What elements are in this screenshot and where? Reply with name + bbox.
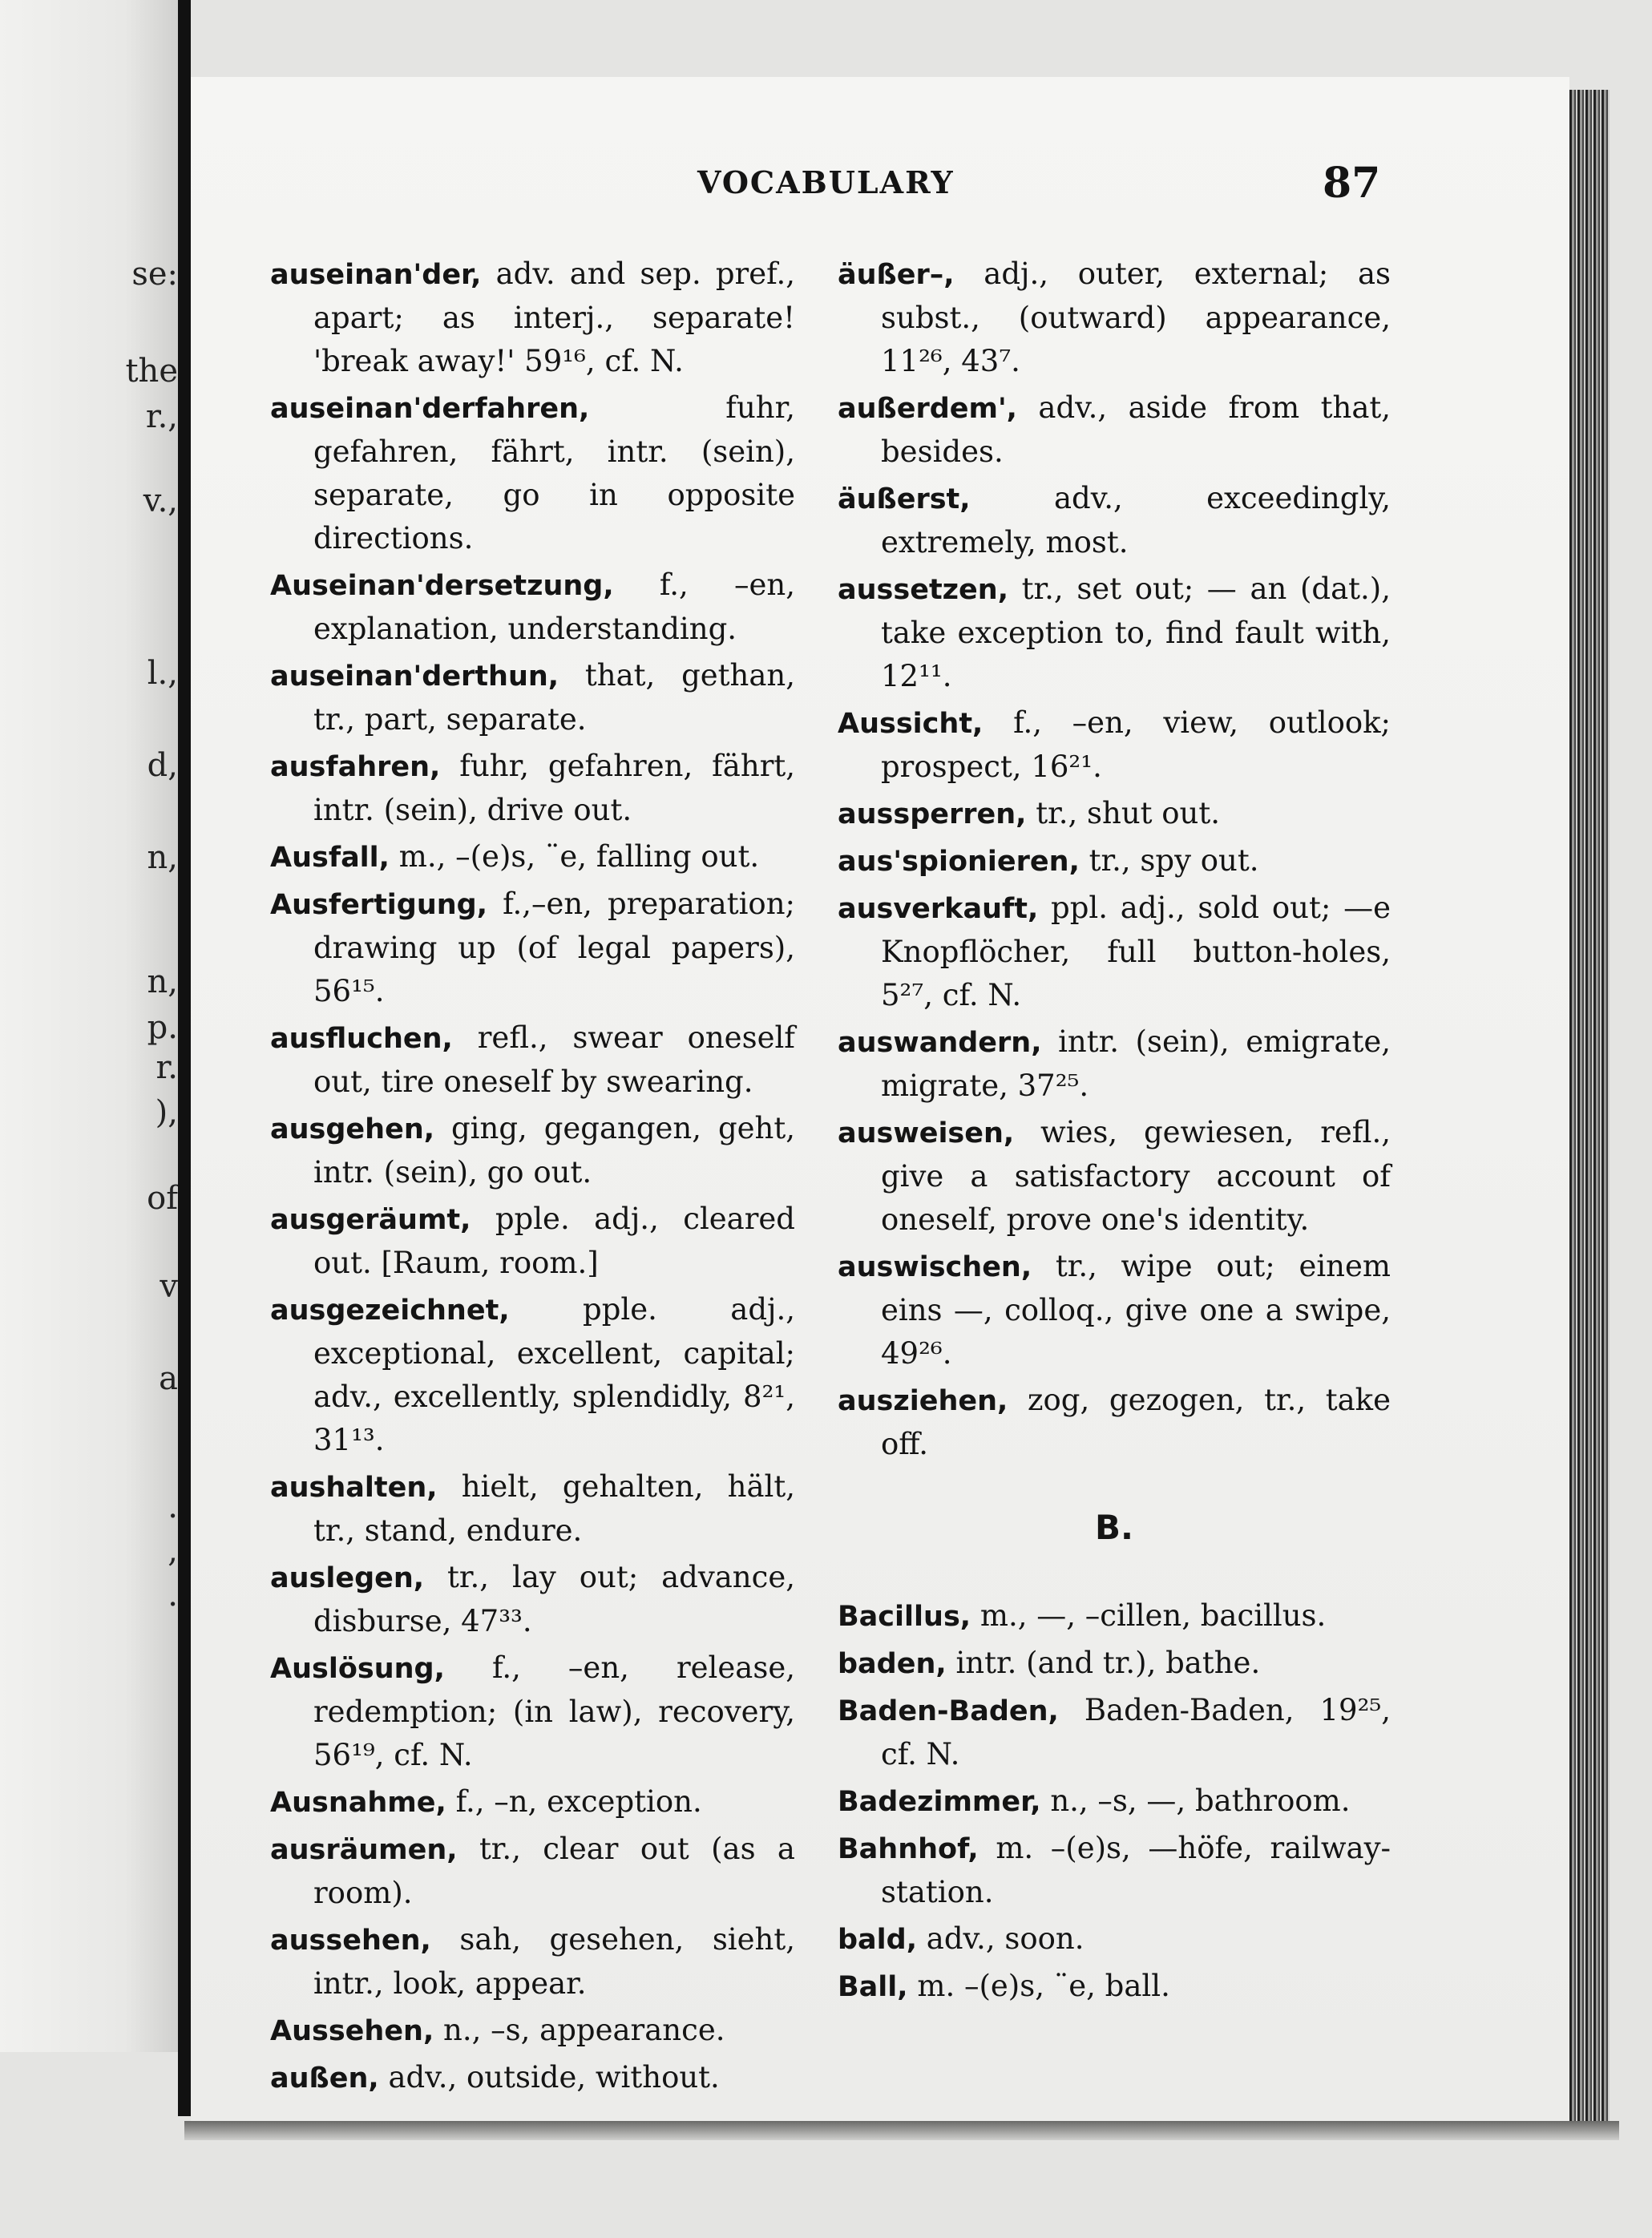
headword: Auslösung, [270, 1653, 445, 1685]
definition: f., –en, release, redemption; (in law), recovery, 56¹⁹, cf. N. [313, 1650, 795, 1772]
definition: tr., set out; — an (dat.), take exception to, find fault with, 12¹¹. [881, 572, 1391, 693]
headword: Baden-Baden, [838, 1695, 1059, 1727]
margin-fragment: p. [147, 1009, 178, 1046]
margin-fragment: r., [145, 398, 178, 435]
vocab-entry [838, 477, 1391, 564]
margin-fragment: , [168, 1533, 178, 1569]
headword: ausziehen, [838, 1385, 1008, 1417]
definition: hielt, gehalten, hält, tr., stand, endure. [313, 1469, 795, 1548]
vocab-entry [270, 1780, 795, 1824]
headword: auslegen, [270, 1562, 425, 1594]
definition: zog, gezogen, tr., take off. [881, 1383, 1391, 1461]
definition: adv., exceedingly, extremely, most. [881, 481, 1391, 560]
definition: refl., swear oneself out, tire oneself by swearing. [313, 1020, 795, 1099]
definition: m., –(e)s, ¨e, falling out. [398, 839, 760, 874]
margin-fragment: ), [155, 1094, 178, 1131]
vocab-entry [838, 1827, 1391, 1914]
headword: Bahnhof, [838, 1833, 979, 1865]
headword: außen, [270, 2062, 379, 2095]
headword: Ausfertigung, [270, 889, 488, 921]
headword: äußerst, [838, 483, 971, 515]
vocab-entry [838, 1779, 1391, 1824]
headword: außerdem', [838, 393, 1017, 425]
vocab-entry [838, 887, 1391, 1017]
headword: auswandern, [838, 1027, 1042, 1059]
margin-fragment: l., [147, 655, 178, 692]
definition: m. –(e)s, —höfe, railway-station. [881, 1831, 1391, 1909]
headword: auseinan'derfahren, [270, 393, 590, 425]
definition: Baden-Baden, 19²⁵, cf. N. [881, 1693, 1391, 1771]
margin-fragment: se: [131, 256, 178, 293]
definition: n., –s, appearance. [443, 2013, 725, 2047]
margin-fragment: n, [147, 839, 178, 876]
definition: f.,–en, preparation; drawing up (of legal papers), 56¹⁵. [313, 887, 795, 1008]
headword: ausgezeichnet, [270, 1295, 510, 1327]
headword: Ausnahme, [270, 1787, 446, 1819]
vocab-entry [838, 1965, 1391, 2009]
margin-fragment: r. [156, 1049, 178, 1086]
vocab-entry [838, 1111, 1391, 1242]
vocab-entry [270, 1646, 795, 1777]
vocab-entry [838, 1594, 1391, 1638]
vocabulary-column-right [838, 252, 1391, 2012]
definition: pple. adj., cleared out. [Raum, room.] [313, 1202, 795, 1280]
definition: intr. (sein), emigrate, migrate, 37²⁵. [881, 1024, 1391, 1103]
running-head: VOCABULARY [697, 164, 955, 200]
definition: ging, gegangen, geht, intr. (sein), go out. [313, 1111, 795, 1190]
headword: aussehen, [270, 1925, 431, 1957]
vocab-entry [270, 1465, 795, 1553]
page-bottom-shadow [184, 2121, 1619, 2140]
vocab-entry [270, 1556, 795, 1643]
vocab-entry [270, 1107, 795, 1194]
definition: f., –en, explanation, understanding. [313, 568, 795, 646]
definition: adv. and sep. pref., apart; as interj., separate! 'break away!' 59¹⁶, cf. N. [313, 257, 795, 378]
margin-fragment: v., [143, 483, 178, 519]
headword: aus'spionieren, [838, 846, 1080, 878]
definition: tr., wipe out; einem eins —, colloq., give one a swipe, 49²⁶. [881, 1249, 1391, 1371]
margin-fragment: . [168, 1489, 178, 1525]
vocabulary-column-left [270, 252, 795, 2103]
definition: tr., spy out. [1089, 843, 1259, 878]
headword: ausfluchen, [270, 1023, 453, 1055]
vocab-entry [270, 2056, 795, 2100]
vocab-entry [838, 1379, 1391, 1466]
vocab-entry [270, 252, 795, 383]
definition: ppl. adj., sold out; —e Knopflöcher, full button-holes, 5²⁷, cf. N. [881, 891, 1391, 1012]
vocab-entry [270, 1918, 795, 2006]
vocab-entry [270, 1198, 795, 1285]
definition: tr., clear out (as a room). [313, 1832, 795, 1910]
headword: aussetzen, [838, 574, 1008, 606]
vocab-entry [270, 883, 795, 1013]
headword: Ausfall, [270, 842, 390, 874]
headword: baden, [838, 1648, 947, 1680]
margin-fragment: the [125, 353, 178, 390]
margin-fragment: of [147, 1180, 178, 1217]
vocab-entry [270, 1016, 795, 1104]
headword: Ball, [838, 1971, 908, 2003]
definition: tr., lay out; advance, disburse, 47³³. [313, 1560, 795, 1638]
headword: ausfahren, [270, 751, 441, 783]
vocab-entry [270, 745, 795, 832]
definition: f., –en, view, outlook; prospect, 16²¹. [881, 705, 1391, 784]
headword: auseinan'derthun, [270, 660, 559, 693]
headword: ausgehen, [270, 1113, 435, 1145]
vocab-entry [838, 1917, 1391, 1961]
headword: ausweisen, [838, 1117, 1015, 1149]
vocab-entry [838, 386, 1391, 474]
vocab-entry [838, 568, 1391, 698]
definition: tr., shut out. [1036, 796, 1221, 830]
definition: wies, gewiesen, refl., give a satisfactory account of oneself, prove one's identity. [881, 1115, 1391, 1237]
headword: Auseinan'dersetzung, [270, 570, 614, 602]
headword: auseinan'der, [270, 259, 482, 291]
definition: fuhr, gefahren, fährt, intr. (sein), drive out. [313, 749, 796, 827]
headword: ausgeräumt, [270, 1204, 471, 1236]
vocab-entry [838, 701, 1391, 789]
definition: adv., soon. [926, 1921, 1085, 1956]
margin-fragment: d, [147, 747, 178, 784]
vocab-entry [838, 1245, 1391, 1376]
headword: Badezimmer, [838, 1786, 1041, 1818]
definition: f., –n, exception. [455, 1784, 702, 1819]
vocab-entry [838, 792, 1391, 836]
definition: adj., outer, external; as subst., (outward) appearance, 11²⁶, 43⁷. [881, 257, 1391, 378]
definition: n., –s, —, bathroom. [1050, 1784, 1351, 1818]
vocab-entry [270, 1828, 795, 1915]
headword: Aussicht, [838, 708, 984, 740]
vocab-entry [270, 386, 795, 560]
vocab-entry [270, 1288, 795, 1462]
headword: äußer–, [838, 259, 955, 291]
definition: adv., aside from that, besides. [881, 390, 1391, 469]
vocab-entry [270, 2009, 795, 2053]
headword: ausräumen, [270, 1834, 458, 1866]
headword: aushalten, [270, 1472, 438, 1504]
definition: m. –(e)s, ¨e, ball. [917, 1969, 1170, 2003]
definition: adv., outside, without. [388, 2060, 720, 2095]
margin-fragment: . [168, 1577, 178, 1614]
headword: Bacillus, [838, 1601, 971, 1633]
definition: fuhr, gefahren, fährt, intr. (sein), separate, go in opposite directions. [313, 390, 795, 555]
vocab-entry [270, 564, 795, 651]
book-gutter [178, 0, 191, 2116]
headword: auswischen, [838, 1251, 1032, 1283]
definition: m., —, –cillen, bacillus. [979, 1598, 1327, 1633]
vocab-entry [838, 1020, 1391, 1108]
margin-fragment: n, [147, 963, 178, 1000]
headword: aussperren, [838, 798, 1027, 830]
vocab-entry [270, 835, 795, 879]
margin-fragment: v [160, 1268, 178, 1305]
page-edges [1569, 90, 1610, 2123]
vocab-entry [270, 654, 795, 741]
margin-fragment: a [159, 1360, 178, 1397]
section-letter: B. [1095, 1508, 1133, 1547]
headword: ausverkauft, [838, 893, 1039, 925]
vocab-entry [838, 1642, 1391, 1686]
page-number: 87 [1323, 159, 1381, 208]
vocab-entry [838, 252, 1391, 383]
vocab-entry [838, 839, 1391, 883]
headword: Aussehen, [270, 2015, 434, 2047]
headword: bald, [838, 1924, 918, 1956]
definition: that, gethan, tr., part, separate. [313, 658, 796, 737]
definition: pple. adj., exceptional, excellent, capital; adv., excellently, splendidly, 8²¹, 31¹³. [313, 1292, 795, 1457]
definition: sah, gesehen, sieht, intr., look, appear. [313, 1922, 795, 2001]
left-page-edge [0, 0, 178, 2052]
definition: intr. (and tr.), bathe. [955, 1646, 1261, 1680]
vocab-entry [838, 1689, 1391, 1776]
